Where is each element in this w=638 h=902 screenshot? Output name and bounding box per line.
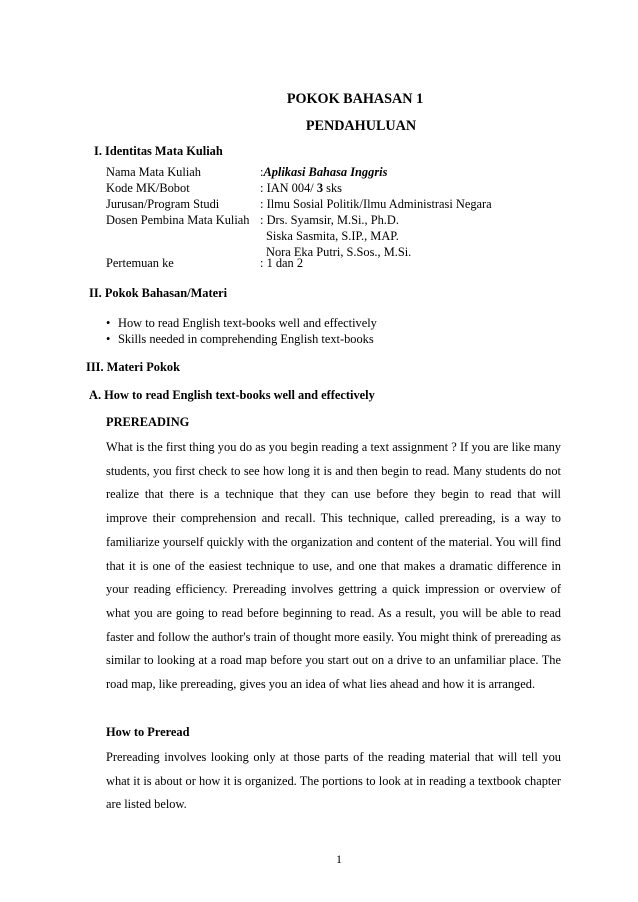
prereading-paragraph: What is the first thing you do as you begin reading a text assignment ? If you are like many students, you first check to see how long it is and then begin to read. Many students do not realize that there is a technique that they can use before they begin to read that will improve their comprehension and recall. This technique, called prereading, is a way to familiarize yourself quickly with the organization and content of the material. You will find that it is one of the easiest technique to use, and one that makes a dramatic difference in your reading efficiency. Prereading involves gettring a quick impression or overview of what you are going to read before beginning to read. As a result, you will be able to read faster and follow the author's train of thought more easily. You might think of prereading as similar to looking at a road map before you start out on a drive to an unfamiliar place. The road map, like prereading, gives you an idea of what lies ahead and how it is arranged. <box>106 440 561 692</box>
bullet-text: How to read English text-books well and effectively <box>118 316 377 330</box>
document-subtitle: PENDAHULUAN <box>305 118 417 134</box>
bullet-text: Skills needed in comprehending English text-books <box>118 332 374 346</box>
section-identitas-heading: I. Identitas Mata Kuliah <box>94 144 223 158</box>
row-value: : 1 dan 2 <box>260 256 304 270</box>
row-value: :Aplikasi Bahasa Inggris <box>260 165 388 179</box>
row-value: Nora Eka Putri, S.Sos., M.Si. <box>266 245 412 259</box>
row-label: Dosen Pembina Mata Kuliah <box>106 213 250 227</box>
prereading-heading: PREREADING <box>106 415 190 429</box>
how-to-preread-heading: How to Preread <box>106 725 190 739</box>
document-title: POKOK BAHASAN 1 <box>286 91 424 107</box>
row-label: Pertemuan ke <box>106 256 174 270</box>
section-pokok-bahasan-heading: II. Pokok Bahasan/Materi <box>89 286 228 300</box>
how-to-preread-paragraph: Prereading involves looking only at those parts of the reading material that will tell you what it is about or how it is organized. The portions to look at in reading a textbook chapter are listed below. <box>106 750 561 812</box>
row-value: : Ilmu Sosial Politik/Ilmu Administrasi Negara <box>260 197 492 211</box>
row-label: Nama Mata Kuliah <box>106 165 201 179</box>
subsection-heading: A. How to read English text-books well and effectively <box>89 388 375 402</box>
row-value: : Drs. Syamsir, M.Si., Ph.D. <box>260 213 399 227</box>
row-value: Siska Sasmita, S.IP., MAP. <box>266 229 399 243</box>
bullet-icon: • <box>106 316 111 330</box>
section-materi-pokok-heading: III. Materi Pokok <box>86 360 180 374</box>
row-label: Kode MK/Bobot <box>106 181 190 195</box>
row-label: Jurusan/Program Studi <box>106 197 220 211</box>
page-number: 1 <box>336 852 342 866</box>
bullet-icon: • <box>106 332 111 346</box>
row-value: : IAN 004/ 3 sks <box>260 181 342 195</box>
